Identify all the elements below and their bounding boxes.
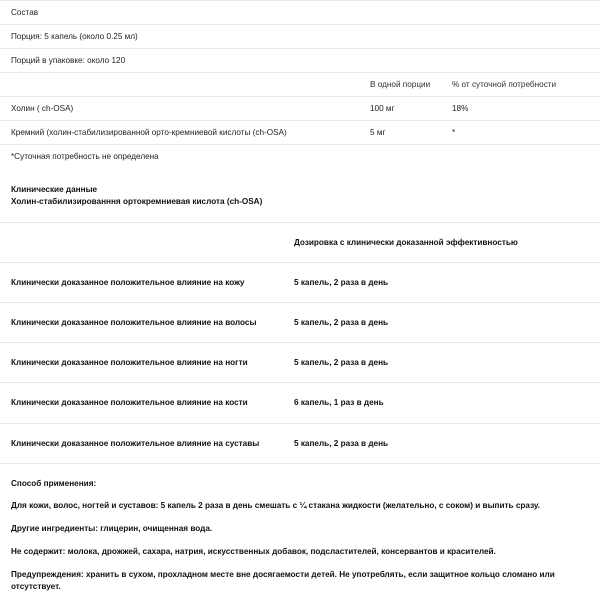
clinical-data-table xyxy=(0,222,600,463)
table-header-row xyxy=(0,73,600,97)
clinical-benefit: Клинически доказанное положительное влияние на волосы xyxy=(0,303,294,343)
nutrient-daily-value: * xyxy=(441,121,600,145)
clinical-benefit: Клинически доказанное положительное влияние на ногти xyxy=(0,343,294,383)
table-row xyxy=(0,423,600,463)
nutrient-daily-value: 18% xyxy=(441,97,600,121)
clinical-dosage: 5 капель, 2 раза в день xyxy=(294,303,600,343)
clinical-column-header-dosage: Дозировка с клинически доказанной эффективностью xyxy=(294,223,600,263)
table-row-serving-size xyxy=(0,25,600,49)
table-row xyxy=(0,343,600,383)
directions-section xyxy=(0,464,600,593)
warnings-statement: Предупреждения: хранить в сухом, прохладном месте вне досягаемости детей. Не употреблять, если защитное кольцо сломано или отсутствует. xyxy=(11,570,555,592)
clinical-benefit: Клинически доказанное положительное влияние на суставы xyxy=(0,423,294,463)
nutrient-amount: 100 мг xyxy=(359,97,441,121)
nutrient-amount: 5 мг xyxy=(359,121,441,145)
directions-title: Способ применения: xyxy=(11,478,97,488)
clinical-heading-line1: Клинические данные xyxy=(11,185,98,195)
directions-usage: Для кожи, волос, ногтей и суставов: 5 капель 2 раза в день смешать с ¼ стакана жидкости (желательно, с соком) и выпить сразу. xyxy=(11,501,541,511)
nutrient-name: Холин ( ch-OSA) xyxy=(0,97,359,121)
clinical-benefit: Клинически доказанное положительное влияние на кости xyxy=(0,383,294,423)
serving-size-text: Порция: 5 капель (около 0.25 мл) xyxy=(0,25,600,49)
column-header-amount: В одной порции xyxy=(359,73,441,97)
other-ingredients: Другие ингредиенты: глицерин, очищенная вода. xyxy=(11,524,213,534)
table-row xyxy=(0,383,600,423)
clinical-benefit: Клинически доказанное положительное влияние на кожу xyxy=(0,263,294,303)
clinical-dosage: 5 капель, 2 раза в день xyxy=(294,263,600,303)
column-header-name xyxy=(0,73,359,97)
table-row-footnote xyxy=(0,145,600,169)
clinical-dosage: 5 капель, 2 раза в день xyxy=(294,343,600,383)
daily-value-footnote: *Суточная потребность не определена xyxy=(0,145,600,169)
supplement-facts-table xyxy=(0,0,600,168)
free-from-statement: Не содержит: молока, дрожжей, сахара, натрия, искусственных добавок, подсластителей, консервантов и красителей. xyxy=(11,547,496,557)
table-row xyxy=(0,303,600,343)
column-header-daily-value: % от суточной потребности xyxy=(441,73,600,97)
clinical-dosage: 5 капель, 2 раза в день xyxy=(294,423,600,463)
clinical-column-header-benefit xyxy=(0,223,294,263)
table-row-servings-per-container xyxy=(0,49,600,73)
nutrient-name: Кремний (холин-стабилизированной орто-кремниевой кислоты (ch-OSA) xyxy=(0,121,359,145)
table-row xyxy=(0,121,600,145)
clinical-dosage: 6 капель, 1 раз в день xyxy=(294,383,600,423)
table-row-title xyxy=(0,1,600,25)
clinical-data-heading xyxy=(0,168,600,222)
supplement-facts-title: Состав xyxy=(0,1,600,25)
servings-per-container-text: Порций в упаковке: около 120 xyxy=(0,49,600,73)
table-row xyxy=(0,263,600,303)
table-row xyxy=(0,97,600,121)
clinical-table-header-row xyxy=(0,223,600,263)
clinical-heading-line2: Холин-стабилизированння ортокремниевая кислота (ch-OSA) xyxy=(11,197,263,207)
